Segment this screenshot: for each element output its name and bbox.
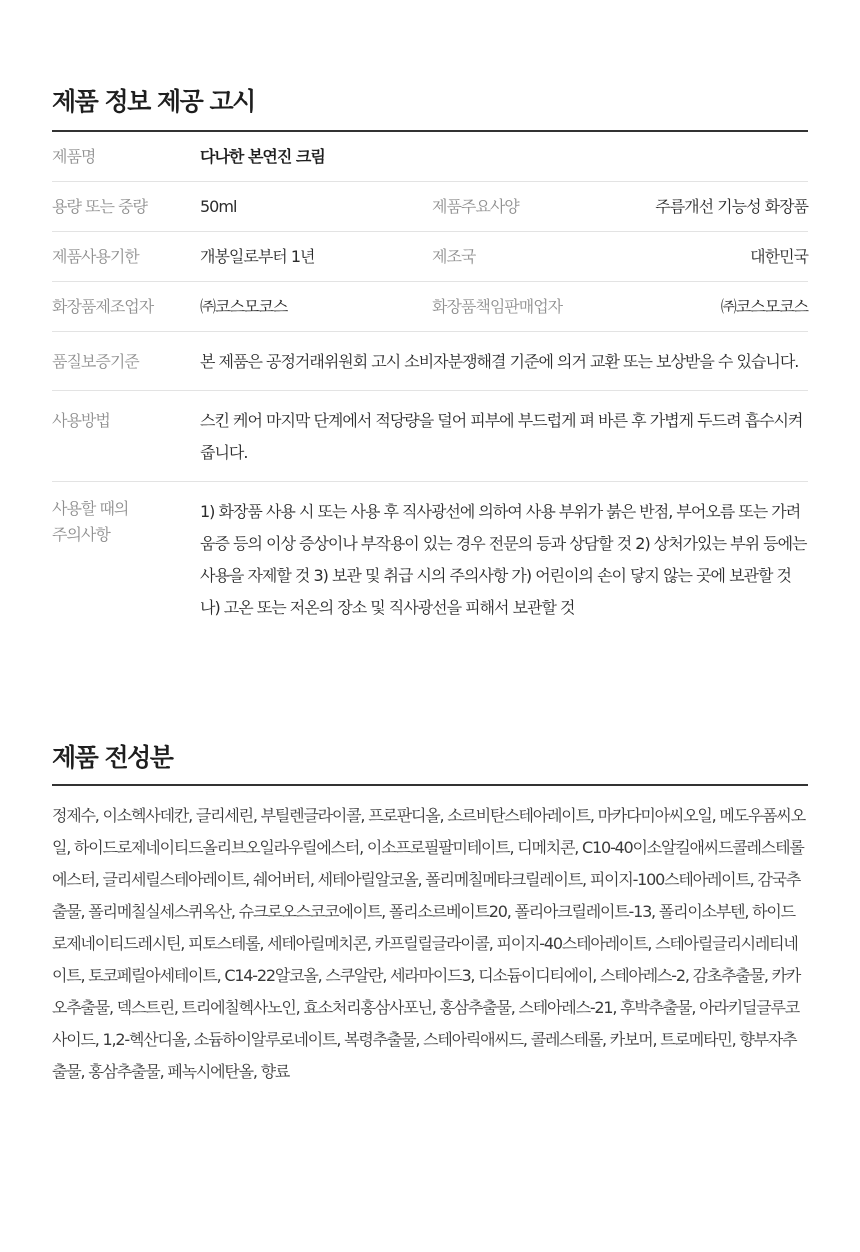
row-label-secondary: 제조국 <box>432 246 476 266</box>
row-value-secondary: 대한민국 <box>750 246 808 266</box>
row-label <box>52 496 200 624</box>
row-value: 개봉일로부터 1년 <box>200 246 315 266</box>
row-label: 품질보증기준 <box>52 352 139 371</box>
row-label: 화장품제조업자 <box>52 296 154 316</box>
row-label-line: 사용할 때의 <box>52 499 129 518</box>
product-info-title: 제품 정보 제공 고시 <box>52 87 255 116</box>
row-value-secondary: ㈜코스모코스 <box>720 296 808 316</box>
table-row-volume <box>52 182 808 232</box>
table-row-precautions <box>52 482 808 636</box>
product-info-table <box>52 132 808 636</box>
row-value: ㈜코스모코스 <box>200 296 288 316</box>
row-value-secondary: 주름개선 기능성 화장품 <box>655 196 808 216</box>
ingredients-list: 정제수, 이소헥사데칸, 글리세린, 부틸렌글라이콜, 프로판디올, 소르비탄스테아레이트, 마카다미아씨오일, 메도우폼씨오일, 하이드로제네이티드올리브오일라우릴에스터, 이소프로필팔미테이트, 디메치콘, C10-40이소알킬애씨드콜레스테롤에스터, 글리세릴스테아레이트, 쉐어버터, 세테아릴알코올, 폴리메칠메타크릴레이트, 피이지-100스테아레이트, 감국추출물, 폴리메칠실세스퀴옥산, 슈크로오스코코에이트, 폴리소르베이트20, 폴리아크릴레이트-13, 폴리이소부텐, 하이드로제네이티드레시틴, 피토스테롤, 세테아릴메치콘, 카프릴릴글라이콜, 피이지-40스테아레이트, 스테아릴글리시레티네이트, 토코페릴아세테이트, C14-22알코올, 스쿠알란, 세라마이드3, 디소듐이디티에이, 스테아레스-2, 감초추출물, 카카오추출물, 덱스트린, 트리에칠헥사노인, 효소처리홍삼사포닌, 홍삼추출물, 스테아레스-21, 후박추출물, 아라키딜글루코사이드, 1,2-헥산디올, 소듐하이알루로네이트, 복령추출물, 스테아릭애씨드, 콜레스테롤, 카보머, 트로메타민, 향부자추출물, 홍삼추출물, 페녹시에탄올, 향료 <box>52 806 805 1081</box>
table-row-manufacturer <box>52 282 808 332</box>
table-row-product-name <box>52 132 808 182</box>
row-label-line: 주의사항 <box>52 525 110 544</box>
row-value: 1) 화장품 사용 시 또는 사용 후 직사광선에 의하여 사용 부위가 붉은 반점, 부어오름 또는 가려움증 등의 이상 증상이나 부작용이 있는 경우 전문의 등과 상담할 것 2) 상처가있는 부위 등에는 사용을 자제할 것 3) 보관 및 취급 시의 주의사항 가) 어린이의 손이 닿지 않는 곳에 보관할 것 나) 고온 또는 저온의 장소 및 직사광선을 피해서 보관할 것 <box>200 502 807 617</box>
product-name-value: 다나한 본연진 크림 <box>200 146 325 166</box>
row-label-secondary: 화장품책임판매업자 <box>432 296 563 316</box>
row-label: 사용방법 <box>52 411 110 430</box>
table-row-expiry <box>52 232 808 282</box>
row-label: 제품사용기한 <box>52 246 139 266</box>
row-label-secondary: 제품주요사양 <box>432 196 519 216</box>
row-value: 스킨 케어 마지막 단계에서 적당량을 덜어 피부에 부드럽게 펴 바른 후 가볍게 두드려 흡수시켜 줍니다. <box>200 411 803 462</box>
table-row-usage <box>52 391 808 482</box>
row-label: 용량 또는 중량 <box>52 196 147 216</box>
row-value: 50ml <box>200 196 237 216</box>
table-row-quality-standard <box>52 332 808 391</box>
row-value: 본 제품은 공정거래위원회 고시 소비자분쟁해결 기준에 의거 교환 또는 보상받을 수 있습니다. <box>200 352 799 371</box>
row-label: 제품명 <box>52 146 96 166</box>
title-divider <box>52 784 808 786</box>
ingredients-title: 제품 전성분 <box>52 743 173 772</box>
